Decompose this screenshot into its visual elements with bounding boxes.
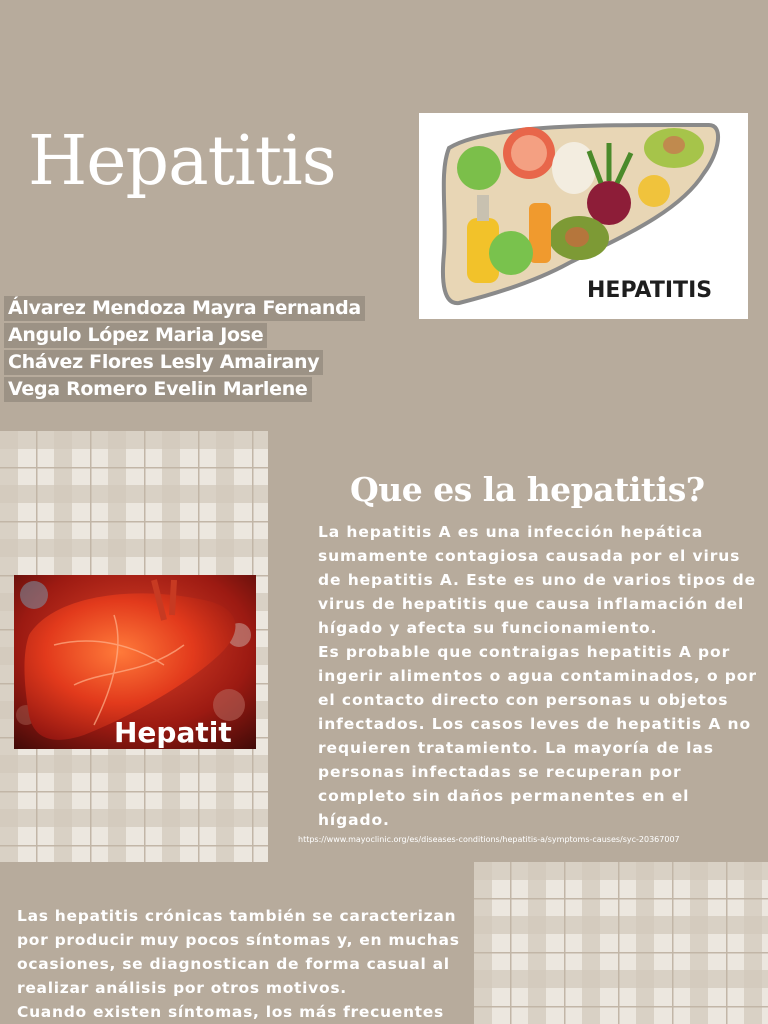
liver-photo bbox=[14, 575, 256, 749]
author-name: Angulo López Maria Jose bbox=[4, 323, 267, 348]
author-name: Vega Romero Evelin Marlene bbox=[4, 377, 312, 402]
plaid-decoration-right bbox=[474, 862, 768, 1024]
author-name: Álvarez Mendoza Mayra Fernanda bbox=[4, 296, 365, 321]
hero-caption: HEPATITIS bbox=[587, 278, 713, 303]
page-title: Hepatitis bbox=[28, 122, 336, 201]
section-heading: Que es la hepatitis? bbox=[350, 470, 705, 509]
hepatitis-liver-illustration bbox=[419, 113, 748, 319]
liver-photo-caption: Hepatit bbox=[114, 719, 232, 749]
author-list bbox=[4, 296, 365, 404]
bottom-paragraph: Las hepatitis crónicas también se caracterizan por producir muy pocos síntomas y, en muchas ocasiones, se diagnostican de forma casual al realizar análisis por otros motivos. bbox=[17, 907, 460, 997]
bottom-body bbox=[17, 904, 467, 1024]
section-body bbox=[318, 520, 758, 832]
section-paragraph: Es probable que contraigas hepatitis A por ingerir alimentos o agua contaminados, o por el contacto directo con personas u objetos infectados. Los casos leves de hepatitis A no requieren tratamiento. La mayoría de las personas infectadas se recuperan por completo sin daños permanentes en el hígado. bbox=[318, 643, 757, 829]
section-paragraph: La hepatitis A es una infección hepática sumamente contagiosa causada por el virus de hepatitis A. Este es uno de varios tipos de virus de hepatitis que causa inflamación del hígado y afecta su funcionamiento. bbox=[318, 523, 757, 637]
bottom-paragraph: Cuando existen síntomas, los más frecuentes bbox=[17, 1003, 444, 1021]
author-name: Chávez Flores Lesly Amairany bbox=[4, 350, 323, 375]
source-link[interactable]: https://www.mayoclinic.org/es/diseases-conditions/hepatitis-a/symptoms-causes/syc-20367007 bbox=[298, 835, 680, 844]
